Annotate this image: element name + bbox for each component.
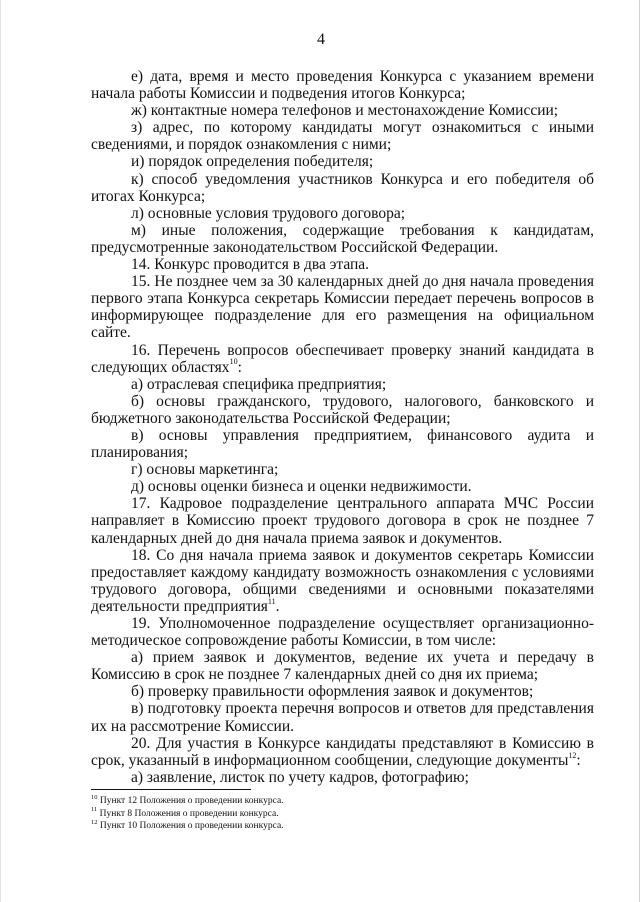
area-a: а) отраслевая специфика предприятия;	[131, 375, 387, 393]
paragraph-17: 17. Кадровое подразделение центрального аппарата МЧС России направляет в Комиссию проект трудового договора в срок не позднее 7 календарных дней до дня начала приема заявок и документов.	[91, 495, 594, 547]
paragraph-18-tail: .	[275, 597, 280, 615]
paragraph-m: м) иные положения, содержащие требования к кандидатам, предусмотренные законодательством Российской Федерации.	[91, 221, 594, 256]
footnote-ref-11[interactable]: 11	[267, 596, 276, 606]
paragraph-16-tail: :	[237, 358, 242, 376]
paragraph-zh: ж) контактные номера телефонов и местонахождение Комиссии;	[131, 102, 559, 120]
footnote-number: 10	[91, 793, 98, 801]
footnote-12	[91, 820, 594, 833]
paragraph-16	[91, 342, 594, 376]
paragraph-18-text: 18. Со дня начала приема заявок и документов секретарь Комиссии предоставляет каждому кандидату возможность ознакомления с условиями трудового договора, общими сведениями и основными показателями деятельности предприятия	[91, 546, 594, 615]
footnote-10	[91, 795, 594, 808]
footnote-separator	[91, 789, 251, 790]
area-b: б) основы гражданского, трудового, налогового, банковского и бюджетного законодательства Российской Федерации;	[91, 392, 594, 427]
support-v: в) подготовку проекта перечня вопросов и ответов для представления их на рассмотрение Комиссии.	[91, 700, 594, 735]
paragraph-i: и) порядок определения победителя;	[131, 153, 374, 171]
footnote-ref-12[interactable]: 12	[568, 750, 577, 760]
paragraph-e: е) дата, время и место проведения Конкурса с указанием времени начала работы Комиссии и подведения итогов Конкурса;	[91, 68, 594, 103]
support-b: б) проверку правильности оформления заявок и документов;	[131, 683, 534, 701]
paragraph-18	[91, 547, 594, 615]
footnote-ref-10[interactable]: 10	[229, 357, 238, 367]
support-a: а) прием заявок и документов, ведение их учета и передачу в Комиссию в срок не позднее 7 календарных дней со дня их приема;	[91, 649, 594, 684]
footnote-text: Пункт 10 Положения о проведении конкурса.	[97, 821, 284, 831]
footnotes	[91, 795, 594, 833]
paragraph-20-tail: :	[576, 751, 581, 769]
footnote-text: Пункт 12 Положения о проведении конкурса.	[97, 796, 284, 806]
paragraph-16-text: 16. Перечень вопросов обеспечивает проверку знаний кандидата в следующих областях	[91, 341, 594, 376]
document-a: а) заявление, листок по учету кадров, фотографию;	[131, 768, 469, 786]
footnote-number: 11	[91, 806, 98, 814]
footnote-number: 12	[91, 818, 98, 826]
page-number: 4	[317, 31, 325, 48]
paragraph-14: 14. Конкурс проводится в два этапа.	[131, 256, 370, 274]
paragraph-15: 15. Не позднее чем за 30 календарных дней до дня начала проведения первого этапа Конкурса секретарь Комиссии передает перечень вопросов в информирующее подразделение для его размещения на официальном сайте.	[91, 273, 594, 342]
paragraph-l: л) основные условия трудового договора;	[131, 204, 406, 222]
paragraph-z: з) адрес, по которому кандидаты могут ознакомиться с иными сведениями, и порядок ознакомления с ними;	[91, 119, 594, 154]
paragraph-20	[91, 735, 594, 769]
paragraph-19: 19. Уполномоченное подразделение осуществляет организационно-методическое сопровождение работы Комиссии, в том числе:	[91, 615, 594, 650]
paragraph-k: к) способ уведомления участников Конкурса и его победителя об итогах Конкурса;	[91, 170, 594, 205]
paragraph-20-text: 20. Для участия в Конкурсе кандидаты представляют в Комиссию в срок, указанный в информационном сообщении, следующие документы	[91, 734, 594, 769]
area-d: д) основы оценки бизнеса и оценки недвижимости.	[131, 478, 472, 496]
footnote-text: Пункт 8 Положения о проведении конкурса.	[97, 808, 279, 819]
area-g: г) основы маркетинга;	[131, 461, 279, 479]
footnote-11	[91, 808, 594, 821]
document-body	[91, 68, 594, 786]
area-v: в) основы управления предприятием, финансового аудита и планирования;	[91, 426, 594, 462]
